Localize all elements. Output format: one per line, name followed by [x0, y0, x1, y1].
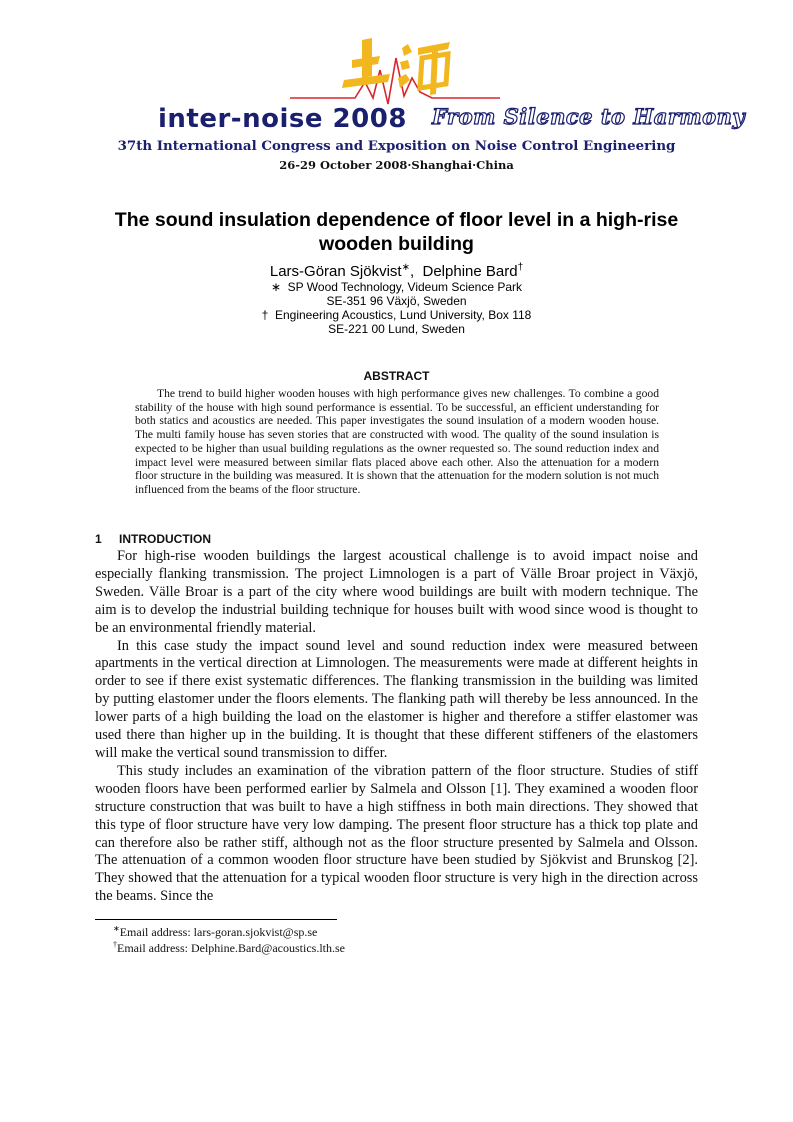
footnote-mark: ∗ [113, 924, 120, 933]
footnote [113, 940, 345, 956]
footnote-text: Email address: lars-goran.sjokvist@sp.se [119, 925, 318, 939]
congress-name: 37th International Congress and Exposition on Noise Control Engineering [117, 138, 676, 154]
affiliation-text: Engineering Acoustics, Lund University, Box 118 [274, 308, 532, 322]
section-number: 1 [95, 532, 102, 546]
affiliation-line [0, 280, 793, 294]
author-name: Delphine Bard [422, 263, 518, 280]
affiliation-mark: † [261, 308, 269, 322]
footnote-rule [95, 919, 337, 920]
affiliation-address: SE-221 00 Lund, Sweden [328, 322, 465, 336]
footnote-mark: † [113, 940, 117, 949]
author-name: Lars-Göran Sjökvist [269, 263, 402, 280]
footnote [113, 924, 317, 940]
congress-dates: 26-29 October 2008·Shanghai·China [279, 158, 514, 172]
waveform-line [290, 58, 500, 104]
conference-logo [0, 18, 793, 108]
conference-slogan: From Silence to Harmony [432, 104, 746, 129]
body-text [95, 548, 698, 906]
affiliation-text: SP Wood Technology, Videum Science Park [287, 280, 523, 294]
affiliation-mark: ∗ [270, 280, 281, 294]
abstract-heading: ABSTRACT [363, 369, 430, 383]
author-mark: † [517, 262, 524, 273]
paragraph: For high-rise wooden buildings the largest acoustical challenge is to avoid impact noise and especially flanking transmission. The project Limnologen is a part of Välle Broar project in Växjö, Sweden. Välle Broar is a part of the city where wood buildings are built with modern technique. The aim is to develop the industrial building technique for houses built with wood since wood is thought to be an environmental friendly material. [95, 548, 698, 636]
affiliation-line [0, 308, 793, 322]
shanghai-calligraphy [342, 38, 450, 95]
paper-title: The sound insulation dependence of floor level in a high-rise wooden building [114, 209, 679, 255]
conference-header [0, 0, 793, 180]
abstract-text: The trend to build higher wooden houses with high performance gives new challenges. To combine a good stability of the house with high sound performance is essential. To be successful, an efficient understanding for both statics and acoustics are needed. This paper investigates the sound insulation of a modern wooden house. The multi family house has seven stories that are constructed with wood. The quality of the sound insulation is expected to be higher than usual building regulations as the owner requested so. The sound reduction index and impact level were measured between similar flats placed above each other. Also the attenuation for a modern floor structure in the building was measured. It is shown that the attenuation for the modern solution is not much influenced from the beams of the floor structure. [135, 387, 659, 496]
brand-name: inter-noise 2008 [158, 104, 407, 134]
paragraph: This study includes an examination of the vibration pattern of the floor structure. Studies of stiff wooden floors have been performed earlier by Salmela and Olsson [1]. They examined a wooden floor structure construction that was built to have a high stiffness in both main directions. They showed that this type of floor structure have very low damping. The present floor structure has a thick top plate and can therefore also be rather stiff, although not as the floor structure presented by Salmela and Olsson. The attenuation of a common wooden floor structure have been studied by Sjökvist and Brunskog [2]. They showed that the attenuation for a typical wooden floor structure is very high in the direction across the beams. Since the [95, 762, 698, 905]
affiliation-address: SE-351 96 Växjö, Sweden [326, 294, 467, 308]
paragraph: In this case study the impact sound level and sound reduction index were measured between apartments in the vertical direction at Limnologen. The measurements were made at different heights in order to see if there exist systematic differences. The flanking transmission in the building was limited by putting elastomer under the floors elements. The flanking path will thereby be less announced. In the lower parts of a high building the load on the elastomer is higher and therefore a stiffer elastomer was used there than higher up in the building. It is thought that these different stiffeners of the elastomers will make the vertical sound transmission to differ. [95, 637, 698, 761]
footnote-text: Email address: Delphine.Bard@acoustics.lth.se [117, 941, 345, 955]
section-heading [95, 532, 211, 546]
author-list: Lars-Göran Sjökvist∗, Delphine Bard† [269, 262, 524, 280]
author-mark: ∗ [401, 262, 410, 273]
section-title: INTRODUCTION [119, 532, 211, 546]
